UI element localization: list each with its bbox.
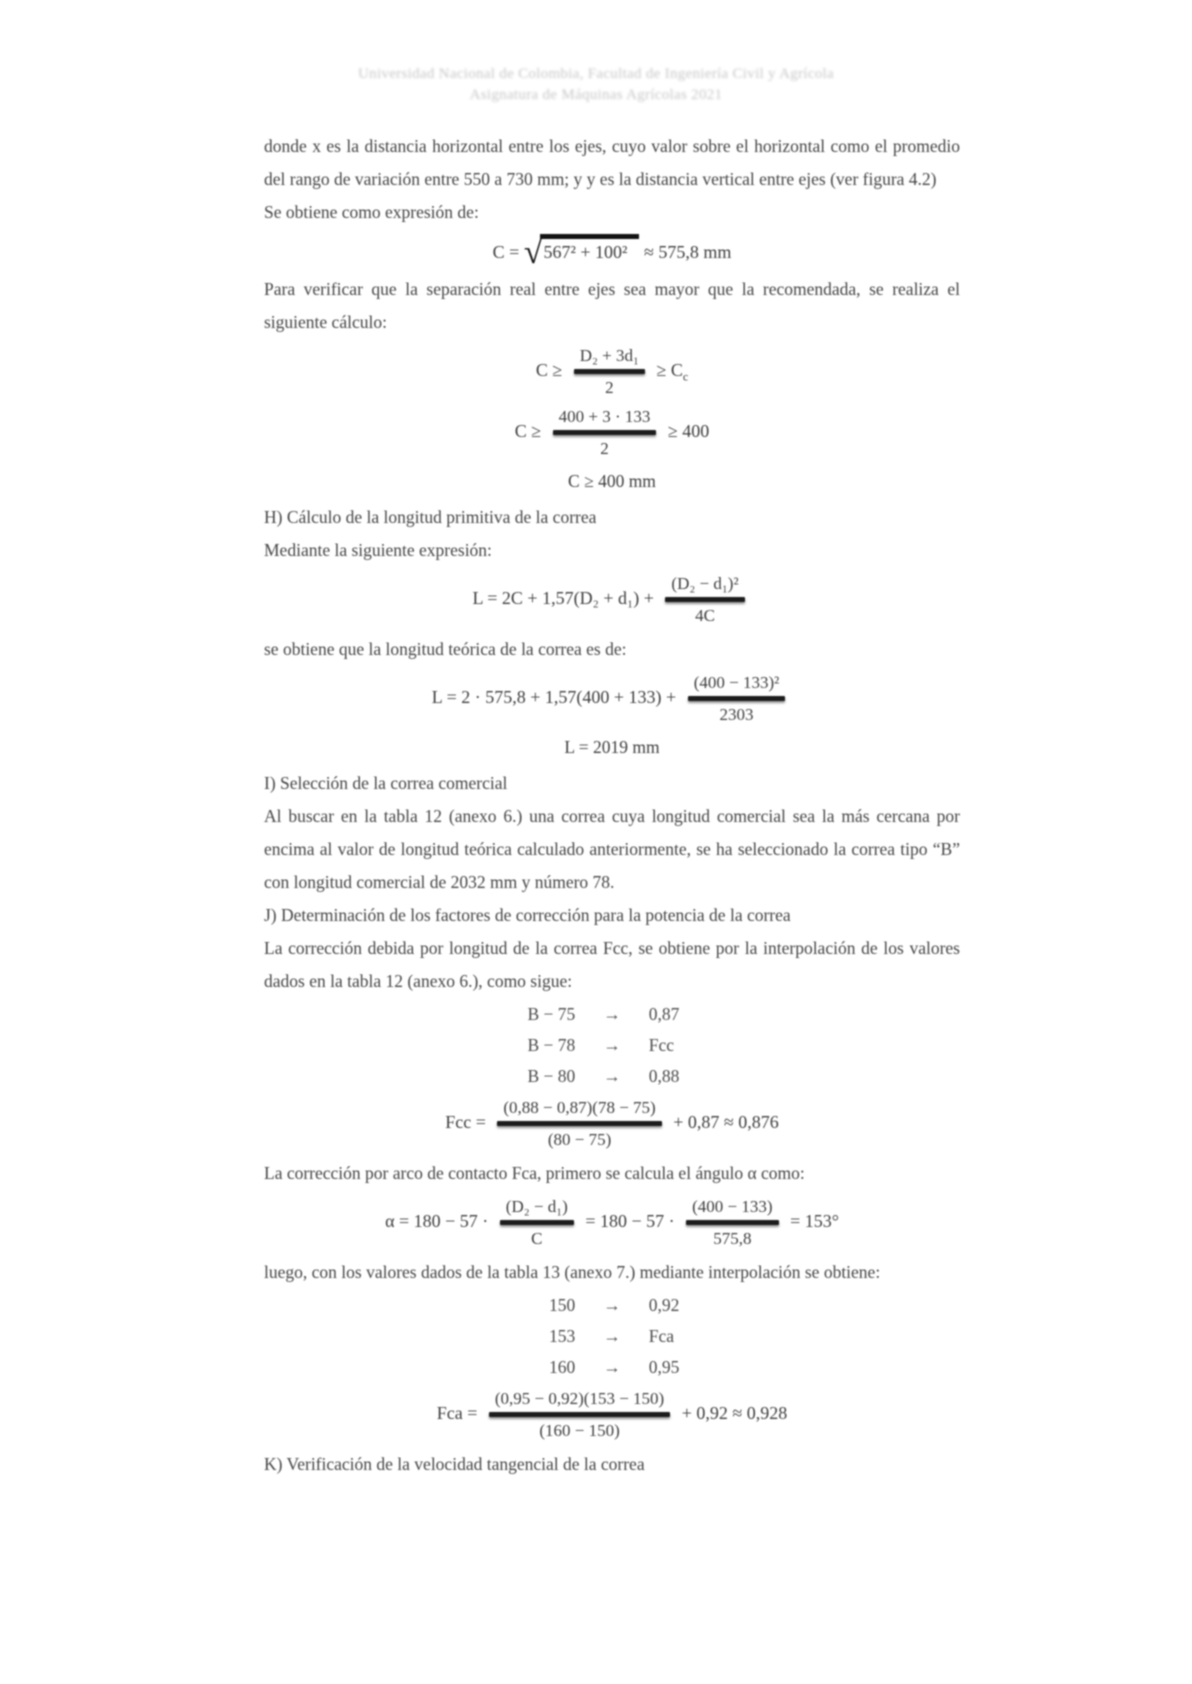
fraction-numerator: (400 − 133)² [693, 673, 780, 692]
paragraph-belt-selection: Al buscar en la tabla 12 (anexo 6.) una correa cuya longitud comercial sea la más cercana por encima al valor de longitud teórica calculado anteriormente, se ha seleccionado la correa tipo “B” con longitud comercial de 2032 mm y número 78. [264, 806, 960, 892]
fraction [574, 344, 645, 400]
equation-check-symbolic [264, 344, 960, 400]
header-line-1: Universidad Nacional de Colombia, Facultad de Ingeniería Civil y Agrícola [358, 66, 834, 82]
equation-belt-length-symbolic [264, 572, 960, 628]
fraction-numerator: D₂ + 3d₁ [579, 346, 639, 365]
eq-post: + 0,92 ≈ 0,928 [681, 1403, 788, 1424]
eq-post: ≥ 400 [667, 421, 710, 442]
equation-fca [264, 1387, 960, 1443]
interpolation-row-fcc-3 [264, 1061, 960, 1091]
fraction-numerator: (400 − 133) [692, 1197, 773, 1216]
eq-radicand: 567² + 100² [540, 234, 640, 265]
eq-post: + 0,87 ≈ 0,876 [673, 1112, 779, 1133]
eq-pre: α = 180 − 57 · [385, 1211, 489, 1232]
fraction-numerator: (0,88 − 0,87)(78 − 75) [503, 1098, 656, 1117]
fraction-numerator: 400 + 3 · 133 [558, 407, 651, 426]
eq-post-subscript: c [682, 369, 689, 384]
eq-pre: C ≥ [535, 360, 563, 381]
map-to: Fca [648, 1326, 675, 1346]
document-body [264, 130, 960, 1481]
eq-post: ≥ $C_c$ [656, 360, 689, 384]
interpolation-row-fcc-1 [264, 999, 960, 1029]
fraction-numerator: (D₂ − d₁) [505, 1197, 568, 1216]
map-from: 153 [549, 1326, 576, 1346]
fraction [553, 405, 657, 461]
equation-alpha [264, 1195, 960, 1251]
map-to: 0,95 [648, 1357, 680, 1377]
fraction [489, 1387, 670, 1443]
equation-check-numeric [264, 405, 960, 461]
fraction-numerator: (0,95 − 0,92)(153 − 150) [494, 1389, 665, 1408]
line-expression-intro: Se obtiene como expresión de: [264, 202, 479, 222]
equation-fcc [264, 1096, 960, 1152]
fraction [688, 671, 786, 727]
equation-belt-length-result: L = 2019 mm [564, 737, 660, 757]
fraction-denominator: 2 [605, 378, 614, 397]
interpolation-row-fca-3 [264, 1352, 960, 1382]
eq-pre: C ≥ [514, 421, 542, 442]
eq-lhs: Fcc = [445, 1112, 486, 1133]
equation-center-distance-sqrt [264, 234, 960, 271]
eq-lhs: C = [492, 242, 520, 262]
interpolation-row-fca-1 [264, 1290, 960, 1320]
heading-section-j: J) Determinación de los factores de corrección para la potencia de la correa [264, 905, 791, 925]
fraction-denominator: (160 − 150) [539, 1421, 620, 1440]
map-from: B − 78 [527, 1035, 576, 1055]
fraction-denominator: C [531, 1229, 543, 1248]
arrow-icon: → [603, 1326, 621, 1346]
fraction-denominator: 4C [695, 606, 715, 625]
heading-section-i: I) Selección de la correa comercial [264, 773, 508, 793]
fraction [665, 572, 744, 628]
heading-section-h: H) Cálculo de la longitud primitiva de la correa [264, 507, 597, 527]
map-from: 160 [549, 1357, 576, 1377]
eq-post: = 153° [790, 1211, 839, 1232]
fraction-denominator: (80 − 75) [547, 1130, 612, 1149]
page-header [0, 64, 1192, 106]
map-to: Fcc [648, 1035, 675, 1055]
paragraph-fcc-intro: La corrección debida por longitud de la correa Fcc, se obtiene por la interpolación de los valores dados en la tabla 12 (anexo 6.), como sigue: [264, 938, 960, 991]
arrow-icon: → [603, 1357, 621, 1377]
fraction [686, 1195, 778, 1251]
arrow-icon: → [603, 1035, 621, 1055]
header-line-2: Asignatura de Máquinas Agrícolas 2021 [469, 87, 723, 103]
fraction [500, 1195, 574, 1251]
arrow-icon: → [603, 1004, 621, 1024]
heading-section-k: K) Verificación de la velocidad tangencial de la correa [264, 1454, 645, 1474]
interpolation-row-fca-2 [264, 1321, 960, 1351]
interpolation-row-fcc-2 [264, 1030, 960, 1060]
map-from: B − 80 [527, 1066, 576, 1086]
map-to: 0,88 [648, 1066, 680, 1086]
equation-check-result: C ≥ 400 mm [568, 471, 656, 491]
equation-belt-length-numeric [264, 671, 960, 727]
eq-pre: L = 2 · 575,8 + 1,57(400 + 133) + [431, 687, 677, 708]
map-from: 150 [549, 1295, 576, 1315]
fraction-denominator: 2303 [719, 705, 754, 724]
arrow-icon: → [603, 1066, 621, 1086]
paragraph-fca-intro: La corrección por arco de contacto Fca, primero se calcula el ángulo α como: [264, 1163, 805, 1183]
fraction-denominator: 575,8 [713, 1229, 752, 1248]
eq-mid: = 180 − 57 · [585, 1211, 675, 1232]
eq-lhs: Fca = [436, 1403, 478, 1424]
arrow-icon: → [603, 1295, 621, 1315]
paragraph-verify-separation: Para verificar que la separación real entre ejes sea mayor que la recomendada, se realiza el siguiente cálculo: [264, 279, 960, 332]
eq-result: ≈ 575,8 mm [643, 242, 732, 262]
paragraph-distance-definition: donde x es la distancia horizontal entre los ejes, cuyo valor sobre el horizontal como el promedio del rango de variación entre 550 a 730 mm; y y es la distancia vertical entre ejes (ver figura 4.2) [264, 136, 960, 189]
map-to: 0,87 [648, 1004, 680, 1024]
line-mediante: Mediante la siguiente expresión: [264, 540, 492, 560]
paragraph-luego-interpolacion: luego, con los valores dados de la tabla 13 (anexo 7.) mediante interpolación se obtiene: [264, 1262, 881, 1282]
fraction-denominator: 2 [600, 439, 609, 458]
fraction-numerator: (D₂ − d₁)² [671, 574, 739, 593]
radical-icon: √ [523, 234, 543, 271]
fraction [497, 1096, 661, 1152]
eq-pre: L = 2C + 1,57(D₂ + d₁) + [472, 588, 654, 609]
line-obtiene-longitud: se obtiene que la longitud teórica de la correa es de: [264, 639, 627, 659]
map-to: 0,92 [648, 1295, 680, 1315]
map-from: B − 75 [527, 1004, 576, 1024]
